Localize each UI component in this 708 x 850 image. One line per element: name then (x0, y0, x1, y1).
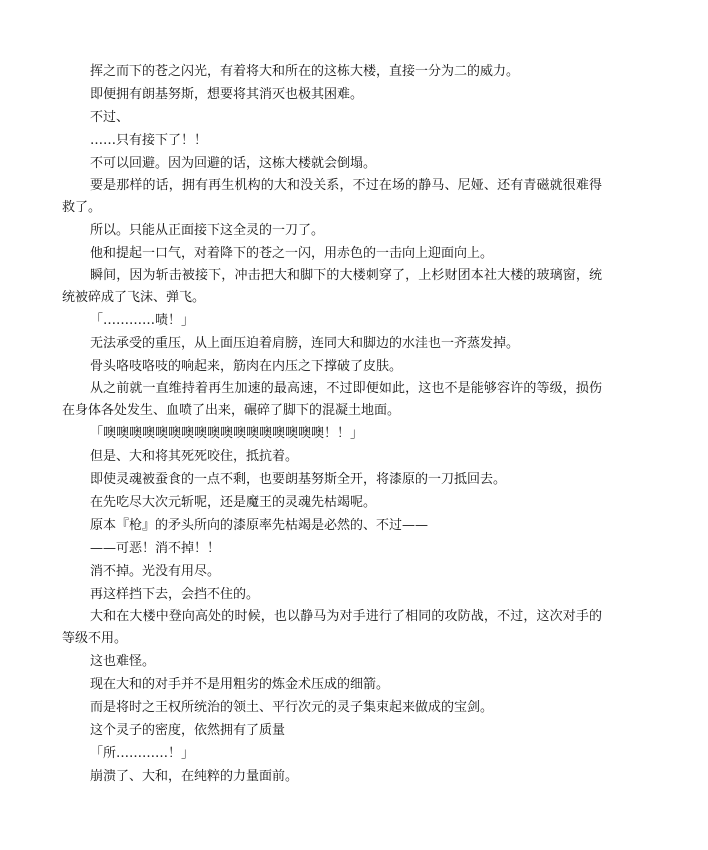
paragraph: 即使灵魂被蚕食的一点不剩，也要朗基努斯全开，将漆原的一刀抵回去。 (90, 472, 507, 487)
paragraph: 骨头咯吱咯吱的响起来，筋肉在内压之下撑破了皮肤。 (90, 359, 403, 374)
paragraph: 现在大和的对手并不是用粗劣的炼金术压成的细箭。 (90, 677, 390, 692)
paragraph: 他和提起一口气，对着降下的苍之一闪，用赤色的一击向上迎面向上。 (90, 246, 494, 261)
paragraph: 从之前就一直维持着再生加速的最高速，不过即便如此，这也不是能够容许的等级，损伤在身体各处发生、血喷了出来，碾碎了脚下的混凝土地面。 (62, 381, 602, 418)
paragraph: 不过、 (90, 110, 130, 125)
paragraph: 不可以回避。因为回避的话，这栋大楼就会倒塌。 (90, 156, 377, 171)
paragraph: 大和在大楼中登向高处的时候，也以静马为对手进行了相同的攻防战，不过，这次对手的等级不用。 (62, 609, 602, 646)
dialogue-line: 「…………啧！」 (90, 313, 195, 328)
paragraph: 无法承受的重压，从上面压迫着肩膀，连同大和脚边的水洼也一齐蒸发掉。 (90, 336, 520, 351)
paragraph: 消不掉。光没有用尽。 (90, 564, 221, 579)
paragraph: 原本『枪』的矛头所向的漆原率先枯竭是必然的、不过—— (90, 518, 429, 533)
paragraph: 崩溃了、大和，在纯粹的力量面前。 (90, 769, 299, 784)
document-page (62, 60, 602, 788)
paragraph: 这个灵子的密度，依然拥有了质量 (90, 723, 286, 738)
paragraph: ……只有接下了！！ (90, 133, 208, 148)
paragraph: 这也难怪。 (90, 654, 156, 669)
paragraph: 所以。只能从正面接下这全灵的一刀了。 (90, 223, 325, 238)
paragraph: 在先吃尽大次元斩呢，还是魔王的灵魂先枯竭呢。 (90, 495, 377, 510)
paragraph: 但是、大和将其死死咬住，抵抗着。 (90, 449, 299, 464)
paragraph: 再这样挡下去，会挡不住的。 (90, 587, 260, 602)
dialogue-line: 「噢噢噢噢噢噢噢噢噢噢噢噢噢噢噢噢噢！！」 (90, 426, 364, 441)
paragraph: 瞬间，因为斩击被接下，冲击把大和脚下的大楼刺穿了，上杉财团本社大楼的玻璃窗，统统被碎成了飞沫、弹飞。 (62, 268, 602, 305)
dialogue-line: 「所…………！」 (90, 746, 195, 761)
paragraph: 挥之而下的苍之闪光，有着将大和所在的这栋大楼，直接一分为二的威力。 (90, 64, 520, 79)
paragraph: ——可恶！消不掉！！ (90, 541, 221, 556)
paragraph: 要是那样的话，拥有再生机构的大和没关系，不过在场的静马、尼娅、还有青磁就很难得救了。 (62, 178, 602, 215)
paragraph: 而是将时之王权所统治的领土、平行次元的灵子集束起来做成的宝剑。 (90, 700, 494, 715)
paragraph: 即便拥有朗基努斯，想要将其消灭也极其困难。 (90, 87, 364, 102)
